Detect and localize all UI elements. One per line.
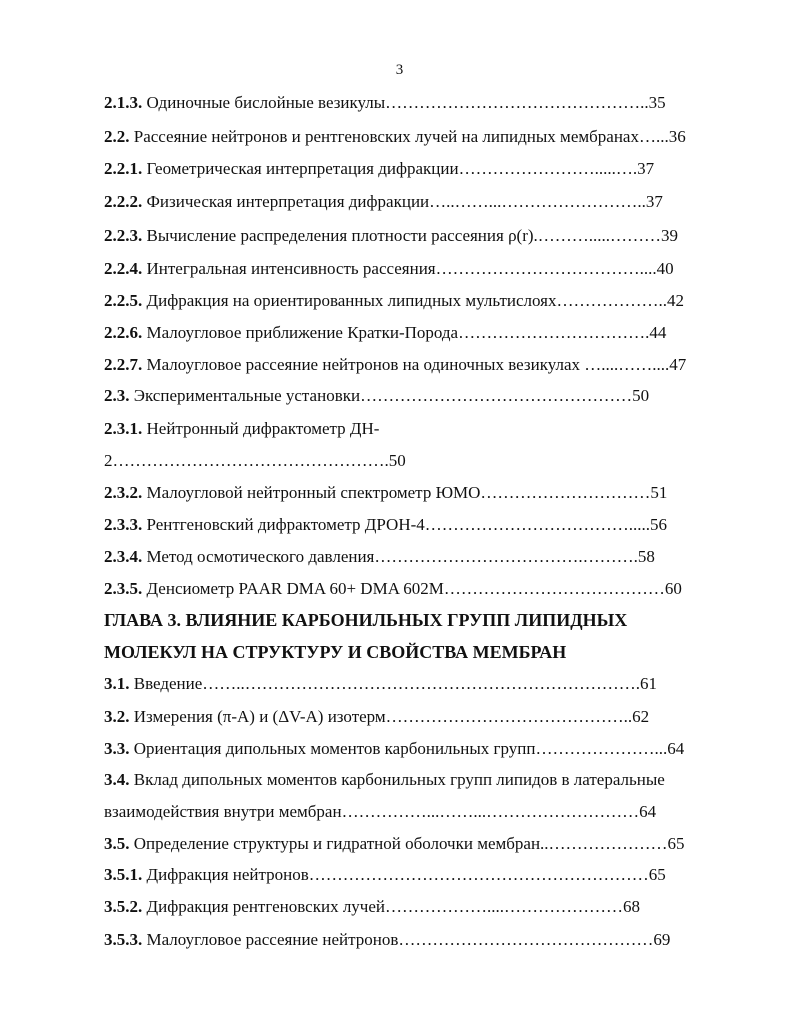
toc-text: Одиночные бислойные везикулы………………………………………..35 (142, 93, 666, 112)
toc-entry (104, 864, 744, 886)
toc-entry (104, 578, 744, 600)
toc-text: Измерения (π-A) и (ΔV-A) изотерм……………………………………..62 (129, 707, 650, 726)
page-number: 3 (395, 62, 404, 78)
toc-number: 2.3.4. (104, 547, 143, 566)
toc-text: Малоугловое рассеяние нейтронов………………………………………69 (142, 930, 671, 949)
toc-number: 3.1. (104, 674, 130, 693)
toc-text: Геометрическая интерпретация дифракции…………………….....….37 (142, 159, 655, 178)
toc-entry (104, 514, 744, 536)
toc-number: 2.2.3. (104, 226, 143, 245)
toc-number: 2.3.3. (104, 515, 143, 534)
toc-text: Денсиометр PAAR DMA 60+ DMA 602M…………………………………60 (142, 579, 682, 598)
toc-text: Ориентация дипольных моментов карбонильных групп…………………...64 (129, 739, 685, 758)
toc-entry (104, 191, 744, 213)
toc-text: Экспериментальные установки…………………………………………50 (129, 386, 650, 405)
toc-entry (104, 92, 744, 114)
toc-text: Вклад дипольных моментов карбонильных групп липидов в латеральные (129, 770, 665, 789)
toc-text: Интегральная интенсивность рассеяния………………………………....40 (142, 259, 674, 278)
toc-entry (104, 258, 744, 280)
toc-entry (104, 385, 744, 407)
toc-entry (104, 896, 744, 918)
toc-text: Рассеяние нейтронов и рентгеновских лучей на липидных мембранах…...36 (129, 127, 686, 146)
toc-number: 2.3. (104, 386, 130, 405)
chapter-heading: ГЛАВА 3. ВЛИЯНИЕ КАРБОНИЛЬНЫХ ГРУПП ЛИПИДНЫХ (104, 610, 628, 630)
toc-number: 2.2.4. (104, 259, 143, 278)
toc-entry (104, 225, 744, 247)
toc-entry (104, 833, 744, 855)
toc-entry (104, 929, 744, 951)
toc-entry (104, 322, 744, 344)
toc-entry (104, 290, 744, 312)
toc-text: Определение структуры и гидратной оболочки мембран..…………………65 (129, 834, 685, 853)
toc-number: 3.5.3. (104, 930, 143, 949)
toc-number: 2.3.2. (104, 483, 143, 502)
chapter-heading: МОЛЕКУЛ НА СТРУКТУРУ И СВОЙСТВА МЕМБРАН (104, 642, 567, 662)
toc-number: 3.2. (104, 707, 130, 726)
toc-number: 2.2.5. (104, 291, 143, 310)
toc-entry (104, 673, 744, 695)
toc-entry (104, 769, 744, 791)
toc-text: Введение……..…………………………………………………………….61 (129, 674, 658, 693)
toc-number: 2.3.1. (104, 419, 143, 438)
toc-number: 2.2.7. (104, 355, 143, 374)
toc-text: взаимодействия внутри мембран……………...……...………………………64 (104, 802, 657, 821)
toc-text: Малоугловое приближение Кратки-Порода…………………………….44 (142, 323, 667, 342)
toc-number: 3.5. (104, 834, 130, 853)
toc-text: Вычисление распределения плотности рассеяния ρ(r).……….....………39 (142, 226, 679, 245)
toc-entry (104, 418, 744, 440)
toc-text: Малоугловой нейтронный спектрометр ЮМО…………………………51 (142, 483, 668, 502)
toc-number: 2.2.2. (104, 192, 143, 211)
toc-number: 2.3.5. (104, 579, 143, 598)
toc-number: 2.2. (104, 127, 130, 146)
toc-text: Дифракция на ориентированных липидных мультислоях………………..42 (142, 291, 685, 310)
toc-text: Дифракция рентгеновских лучей………………....…………………68 (142, 897, 640, 916)
toc-text: Нейтронный дифрактометр ДН- (142, 419, 380, 438)
toc-entry (104, 706, 744, 728)
toc-entry (104, 738, 744, 760)
toc-text: Метод осмотического давления……………………………….……….58 (142, 547, 655, 566)
toc-entry (104, 158, 744, 180)
toc-number: 3.5.2. (104, 897, 143, 916)
toc-number: 2.2.1. (104, 159, 143, 178)
toc-text: Физическая интерпретация дифракции…..……...……………………..37 (142, 192, 663, 211)
toc-entry (104, 801, 744, 823)
toc-text: Рентгеновский дифрактометр ДРОН-4……………………………….....56 (142, 515, 668, 534)
toc-number: 3.4. (104, 770, 130, 789)
toc-entry (104, 546, 744, 568)
toc-entry (104, 126, 744, 148)
toc-number: 3.5.1. (104, 865, 143, 884)
toc-text: 2………………………………………….50 (104, 451, 406, 470)
toc-number: 3.3. (104, 739, 130, 758)
toc-number: 2.1.3. (104, 93, 143, 112)
toc-entry (104, 482, 744, 504)
toc-entry (104, 450, 744, 472)
toc-text: Малоугловое рассеяние нейтронов на одиночных везикулах …....……....47 (142, 355, 687, 374)
toc-text: Дифракция нейтронов……………………………………………………65 (142, 865, 666, 884)
toc-number: 2.2.6. (104, 323, 143, 342)
toc-entry (104, 354, 744, 376)
